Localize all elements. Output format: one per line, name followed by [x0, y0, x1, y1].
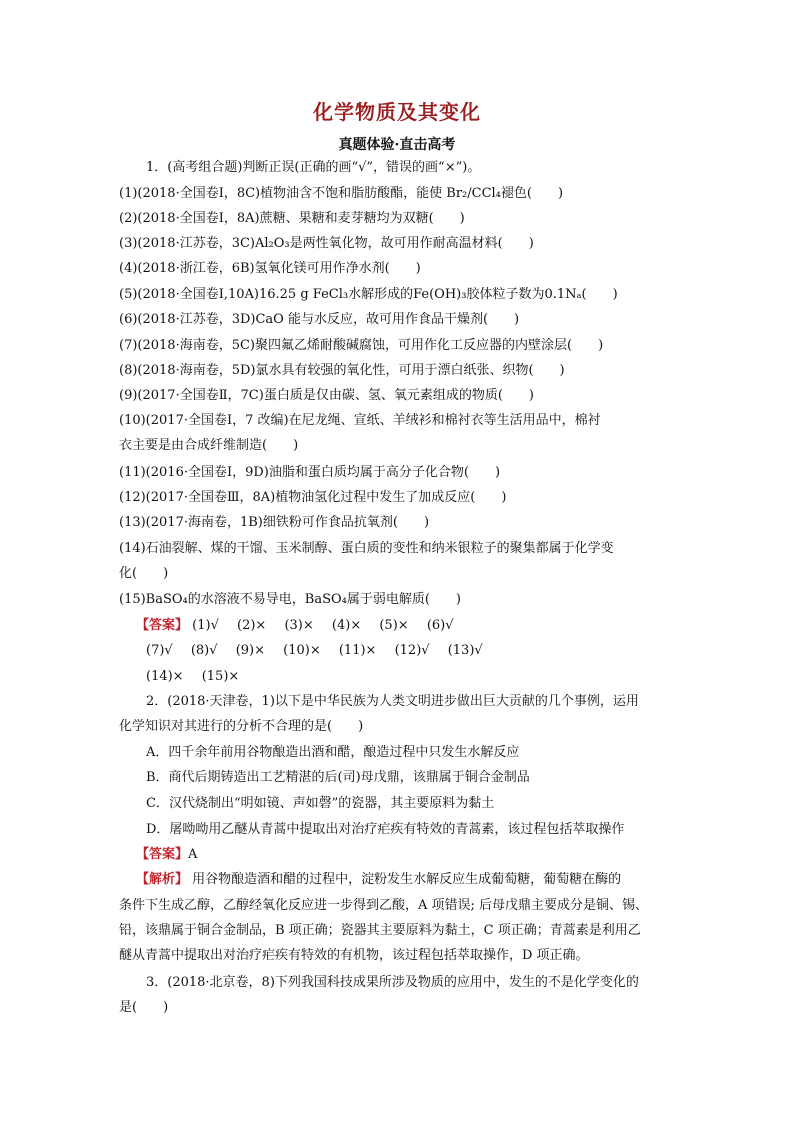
q1-item-2: (2)(2018·全国卷Ⅰ，8A)蔗糖、果糖和麦芽糖均为双糖( ) — [119, 211, 465, 226]
q1-item-7: (7)(2018·海南卷，5C)聚四氟乙烯耐酸碱腐蚀，可用作化工反应器的内壁涂层( ) — [119, 338, 604, 353]
q3-stem-line2: 是( ) — [119, 1000, 169, 1015]
q1-item-12: (12)(2017·全国卷Ⅲ，8A)植物油氢化过程中发生了加成反应( ) — [119, 490, 507, 505]
page-title: 化学物质及其变化 — [313, 100, 481, 124]
q1-item-11: (11)(2016·全国卷Ⅰ，9D)油脂和蛋白质均属于高分子化合物( ) — [119, 465, 501, 480]
answer-item: (13)√ — [447, 643, 483, 658]
analysis-text: 用谷物酿造酒和醋的过程中，淀粉发生水解反应生成葡萄糖，葡萄糖在酶的 — [192, 872, 622, 887]
answer-label: 【答案】 — [136, 618, 189, 633]
q2-analysis-line3: 铅，该鼎属于铜合金制品，B 项正确；瓷器其主要原料为黏土，C 项正确；青蒿素是利用乙 — [119, 923, 641, 938]
q2-stem-line1: 2．(2018·天津卷，1)以下是中华民族为人类文明进步做出巨大贡献的几个事例，运用 — [146, 694, 639, 709]
answer-label: 【答案】 — [136, 847, 189, 862]
answer-item: (5)× — [379, 618, 409, 633]
answer-value: A — [188, 847, 198, 862]
answer-item: (1)√ — [192, 618, 219, 633]
q3-stem-line1: 3．(2018·北京卷，8)下列我国科技成果所涉及物质的应用中，发生的不是化学变化的 — [146, 975, 639, 990]
q1-item-8: (8)(2018·海南卷，5D)氯水具有较强的氧化性，可用于漂白纸张、织物( ) — [119, 363, 565, 378]
answer-item: (6)√ — [426, 618, 454, 633]
q2-option-d: D．屠呦呦用乙醚从青蒿中提取出对治疗疟疾有特效的青蒿素，该过程包括萃取操作 — [146, 822, 625, 837]
q1-item-14-line2: 化( ) — [119, 566, 169, 581]
q1-item-6: (6)(2018·江苏卷，3D)CaO 能与水反应，故可用作食品干燥剂( ) — [119, 312, 520, 327]
q1-item-1: (1)(2018·全国卷Ⅰ，8C)植物油含不饱和脂肪酸酯，能使 Br₂/CCl₄褪色( ) — [119, 186, 564, 201]
q1-item-13: (13)(2017·海南卷，1B)细铁粉可作食品抗氧剂( ) — [119, 515, 430, 530]
q2-analysis-line2: 条件下生成乙醇，乙醇经氧化反应进一步得到乙酸，A 项错误; 后母戊鼎主要成分是铜、锡、 — [119, 898, 649, 913]
q2-option-a: A．四千余年前用谷物酿造出酒和醋，酿造过程中只发生水解反应 — [146, 745, 520, 760]
section-subtitle: 真题体验·直击高考 — [338, 137, 456, 153]
answer-item: (14)× — [146, 669, 184, 684]
q1-item-10-line2: 衣主要是由合成纤维制造( ) — [119, 438, 299, 453]
q1-item-15: (15)BaSO₄的水溶液不易导电，BaSO₄属于弱电解质( ) — [119, 592, 461, 607]
answer-item: (15)× — [201, 669, 240, 684]
answer-item: (8)√ — [190, 643, 218, 658]
answer-item: (2)× — [237, 618, 267, 633]
answer-item: (10)× — [283, 643, 321, 658]
answer-item: (12)√ — [394, 643, 430, 658]
answer-item: (7)√ — [146, 643, 173, 658]
answer-item: (9)× — [235, 643, 265, 658]
q1-answer-row-1 — [136, 617, 468, 635]
answer-item: (4)× — [331, 618, 362, 633]
answer-item: (11)× — [338, 643, 377, 658]
q2-analysis-line1 — [136, 871, 621, 889]
q1-answer-row-3 — [146, 668, 253, 686]
q2-stem-line2: 化学知识对其进行的分析不合理的是( ) — [119, 719, 364, 734]
q1-stem: 1．(高考组合题)判断正误(正确的画“√”，错误的画“×”)。 — [146, 160, 481, 175]
q2-option-b: B．商代后期铸造出工艺精湛的后(司)母戊鼎，该鼎属于铜合金制品 — [146, 770, 530, 785]
q2-option-c: C．汉代烧制出“明如镜、声如磬”的瓷器，其主要原料为黏土 — [146, 796, 495, 811]
q1-item-10-line1: (10)(2017·全国卷Ⅰ，7 改编)在尼龙绳、宣纸、羊绒衫和棉衬衣等生活用品中，棉衬 — [119, 413, 601, 428]
q1-item-9: (9)(2017·全国卷Ⅱ，7C)蛋白质是仅由碳、氢、氧元素组成的物质( ) — [119, 388, 534, 403]
q1-answer-row-2 — [146, 642, 497, 660]
q1-item-3: (3)(2018·江苏卷，3C)Al₂O₃是两性氧化物，故可用作耐高温材料( ) — [119, 236, 534, 251]
q1-item-5: (5)(2018·全国卷Ⅰ,10A)16.25 g FeCl₃水解形成的Fe(OH)₃胶体粒子数为0.1Nₐ( ) — [119, 287, 618, 302]
q1-item-14-line1: (14)石油裂解、煤的干馏、玉米制醇、蛋白质的变性和纳米银粒子的聚集都属于化学变 — [119, 541, 614, 556]
answer-item: (3)× — [284, 618, 314, 633]
q1-item-4: (4)(2018·浙江卷，6B)氢氧化镁可用作净水剂( ) — [119, 261, 421, 276]
analysis-label: 【解析】 — [136, 872, 189, 887]
q2-answer — [136, 846, 197, 864]
q2-analysis-line4: 醚从青蒿中提取出对治疗疟疾有特效的有机物，该过程包括萃取操作，D 项正确。 — [119, 948, 589, 963]
